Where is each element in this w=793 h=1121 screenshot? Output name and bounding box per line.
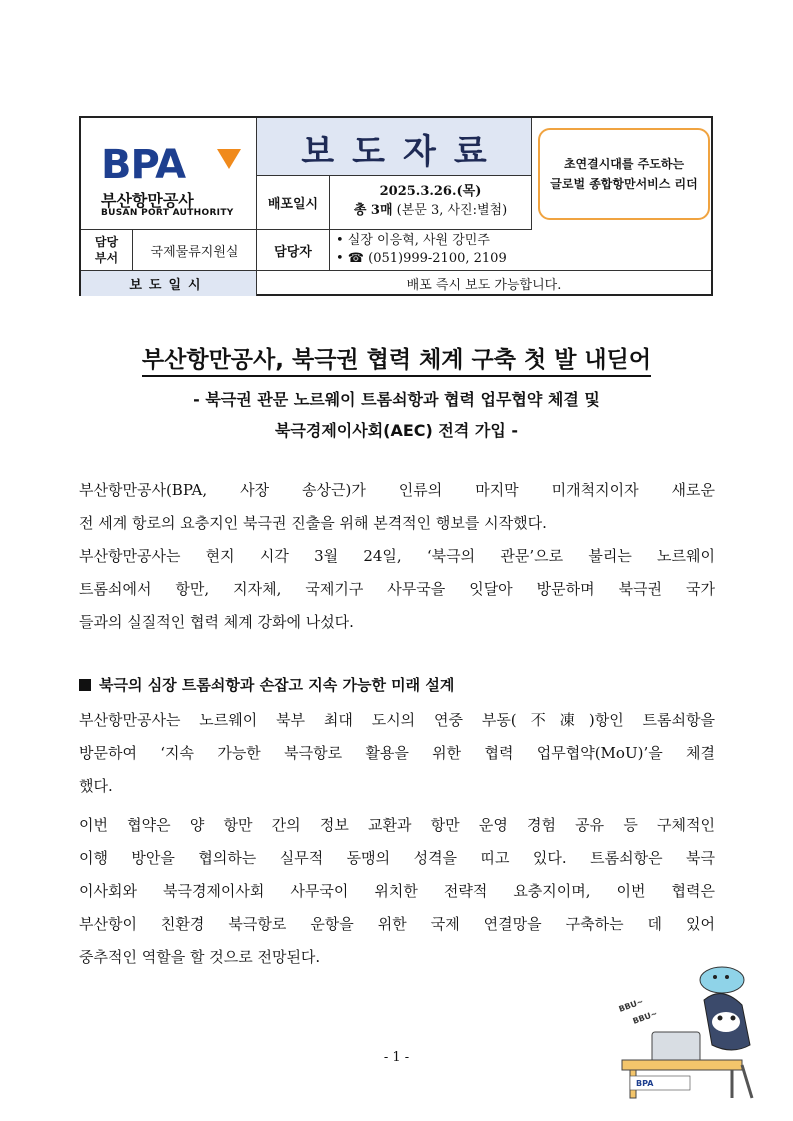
logo-block: [81, 118, 257, 230]
paragraph-2-line-1: 부산항만공사는 현지 시각 3월 24일, ‘북극의 관문’으로 불리는 노르웨이: [79, 547, 715, 565]
doc-title-cell: [257, 118, 532, 176]
manager-phone: • ☎ (051)999-2100, 2109: [336, 251, 507, 266]
square-bullet-icon: [79, 679, 91, 691]
page-detail: (본문 3, 사진:별첨): [396, 203, 508, 218]
mascot-desk-logo: BPA: [636, 1079, 654, 1088]
logo-triangle-icon: [217, 149, 241, 169]
release-label: 보도일시: [81, 271, 257, 296]
slogan-line-1: 초연결시대를 주도하는: [563, 157, 685, 171]
paragraph-1-line-1: 부산항만공사(BPA, 사장 송상근)가 인류의 마지막 미개척지이자 새로운: [79, 481, 715, 499]
dept-label: [81, 230, 133, 271]
paragraph-4-line-2: 이행 방안을 협의하는 실무적 동맹의 성격을 띠고 있다. 트롬쇠항은 북극: [79, 849, 715, 867]
dept-label-2: 부서: [94, 251, 119, 265]
subheadline-1: - 북극권 관문 노르웨이 트롬쇠항과 협력 업무협약 체결 및: [193, 390, 600, 409]
press-release-header: [79, 116, 713, 296]
paragraph-4-line-5: 중추적인 역할을 할 것으로 전망된다.: [79, 948, 321, 966]
mascot-bubble-1: BBU~: [617, 996, 645, 1014]
bpa-logo: BPA: [101, 142, 186, 188]
dept-label-1: 담당: [94, 235, 119, 249]
mascot-bubble-2: BBU~: [631, 1008, 659, 1026]
paragraph-4-line-4: 부산항이 친환경 북극항로 운항을 위한 국제 연결망을 구축하는 데 있어: [79, 915, 715, 933]
page-number: - 1 -: [383, 1050, 410, 1065]
manager-names: • 실장 이응혁, 사원 강민주: [336, 233, 490, 248]
subheadline-2: 북극경제이사회(AEC) 전격 가입 -: [274, 421, 519, 440]
paragraph-3-line-1: 부산항만공사는 노르웨이 북부 최대 도시의 연중 부동(不凍)항인 트롬쇠항을: [79, 711, 715, 729]
org-name-kr: 부산항만공사: [101, 191, 194, 210]
manager-label: 담당자: [257, 230, 330, 271]
paragraph-1-line-2: 전 세계 항로의 요충지인 북극권 진출을 위해 본격적인 행보를 시작했다.: [79, 514, 547, 532]
distribution-value: [330, 176, 532, 230]
doc-title: 보도자료: [301, 132, 505, 172]
distribution-label: 배포일시: [257, 176, 330, 230]
manager-value: [330, 230, 711, 271]
mascot-illustration-icon: [612, 960, 762, 1100]
slogan-line-2: 글로벌 종합항만서비스 리더: [550, 177, 698, 191]
org-name-en: BUSAN PORT AUTHORITY: [101, 208, 234, 218]
slogan-box: [538, 128, 710, 220]
release-value: 배포 즉시 보도 가능합니다.: [406, 278, 562, 293]
distribution-date: 2025.3.26.(목): [379, 184, 482, 199]
paragraph-3-line-3: 했다.: [79, 777, 113, 795]
section-heading: 북극의 심장 트롬쇠항과 손잡고 지속 가능한 미래 설계: [79, 674, 454, 695]
page-count: 총 3매: [353, 203, 393, 218]
paragraph-2-line-2: 트롬쇠에서 항만, 지자체, 국제기구 사무국을 잇달아 방문하며 북극권 국가: [79, 580, 715, 598]
headline: 부산항만공사, 북극권 협력 체계 구축 첫 발 내딛어: [0, 341, 793, 374]
paragraph-4-line-3: 이사회와 북극경제이사회 사무국이 위치한 전략적 요충지이며, 이번 협력은: [79, 882, 715, 900]
paragraph-4-line-1: 이번 협약은 양 항만 간의 정보 교환과 항만 운영 경험 공유 등 구체적인: [79, 816, 715, 834]
paragraph-2-line-3: 들과의 실질적인 협력 체계 강화에 나섰다.: [79, 613, 354, 631]
dept-value: 국제물류지원실: [133, 230, 257, 271]
paragraph-3-line-2: 방문하여 ‘지속 가능한 북극항로 활용을 위한 협력 업무협약(MoU)’을 체결: [79, 744, 715, 762]
